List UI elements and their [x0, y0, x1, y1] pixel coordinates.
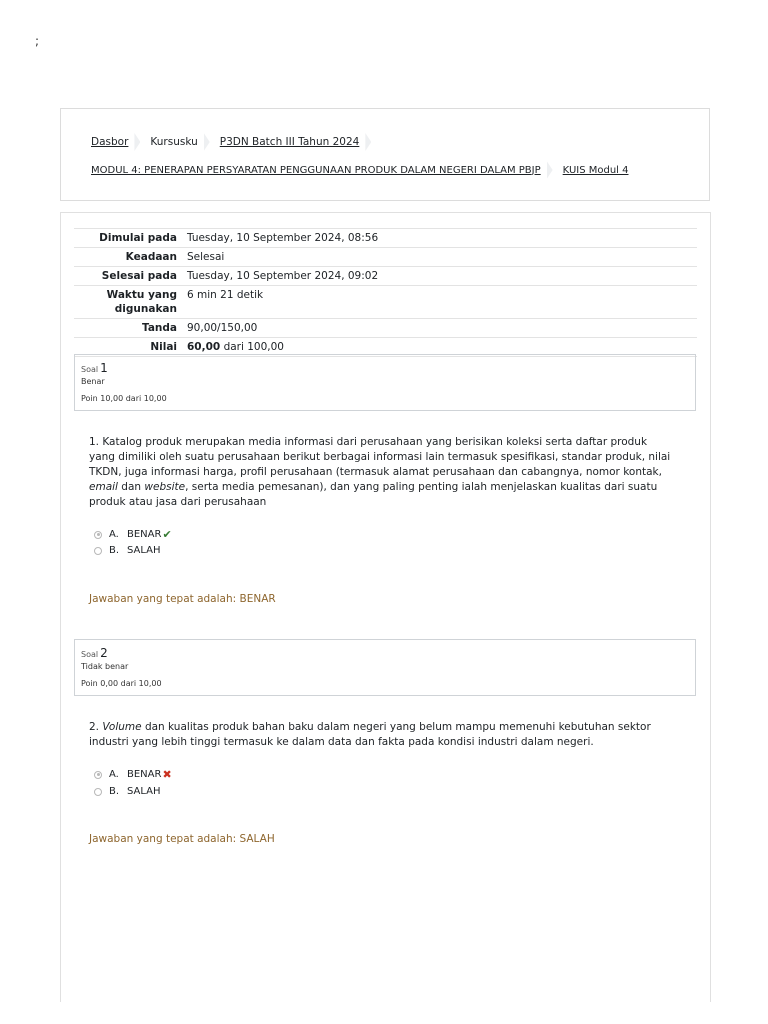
quiz-review	[60, 212, 711, 1002]
answer-letter: A.	[109, 769, 119, 780]
summary-label: Dimulai pada	[99, 232, 177, 244]
incorrect-cross-icon: ✖	[162, 768, 172, 781]
answer-letter: B.	[109, 545, 120, 556]
stray-semicolon: ;	[35, 34, 40, 48]
soal-label: Soal	[81, 650, 99, 659]
question-text-1	[89, 435, 674, 510]
qtext-part: , serta media pemesanan), dan yang paling penting ialah menjelaskan kualitas dari suatu produk atau jasa dari perusahaan	[89, 481, 658, 508]
attempt-summary-table	[74, 228, 697, 357]
breadcrumb-course[interactable]: P3DN Batch III Tahun 2024	[219, 136, 360, 148]
question-text-2	[89, 720, 674, 750]
correct-check-icon: ✔	[162, 528, 172, 541]
answer-letter: A.	[109, 529, 119, 540]
summary-value: 6 min 21 detik	[187, 289, 264, 301]
qtext-part: 2.	[89, 721, 103, 733]
breadcrumb-row-2	[91, 161, 629, 179]
question-number	[81, 361, 108, 375]
summary-row	[74, 229, 697, 248]
summary-value: Selesai	[187, 251, 225, 263]
question-number	[81, 646, 108, 660]
summary-value: 90,00/150,00	[187, 322, 258, 334]
summary-row	[74, 319, 697, 338]
radio-button[interactable]	[94, 788, 102, 796]
breadcrumb-dasbor[interactable]: Dasbor	[91, 136, 129, 148]
answer-label: BENAR	[127, 769, 162, 780]
answer-option-2a[interactable]	[94, 768, 172, 781]
answer-label: BENAR	[127, 529, 162, 540]
breadcrumb-quiz[interactable]: KUIS Modul 4	[562, 164, 629, 176]
qtext-italic: website	[144, 481, 186, 493]
qtext-part: 1. Katalog produk merupakan media informasi dari perusahaan yang berisikan koleksi serta daftar produk yang dimiliki oleh suatu perusahaan berikut berbagai informasi lain termasuk spesifikasi, standar produk, nilai TKDN, juga informasi harga, profil perusahaan (termasuk alamat perusahaan dan cabangnya, nomor kontak,	[89, 436, 671, 478]
breadcrumb-kursusku: Kursusku	[150, 136, 198, 148]
summary-label: Tanda	[142, 322, 177, 334]
right-answer-feedback-1: Jawaban yang tepat adalah: BENAR	[89, 593, 276, 605]
summary-label: Waktu yang digunakan	[106, 289, 177, 315]
summary-row	[74, 286, 697, 319]
soal-number: 1	[100, 361, 108, 375]
question-state: Benar	[81, 377, 105, 386]
breadcrumb-separator	[134, 133, 140, 151]
breadcrumb	[60, 108, 710, 201]
answer-label: SALAH	[127, 786, 161, 797]
grade-suffix: dari 100,00	[223, 341, 284, 353]
question-grade: Poin 10,00 dari 10,00	[81, 394, 167, 403]
soal-number: 2	[100, 646, 108, 660]
summary-label: Nilai	[150, 341, 177, 353]
right-answer-feedback-2: Jawaban yang tepat adalah: SALAH	[89, 833, 275, 845]
answer-option-1a[interactable]	[94, 528, 172, 541]
qtext-italic: email	[89, 481, 118, 493]
radio-button[interactable]	[94, 771, 102, 779]
breadcrumb-separator	[204, 133, 210, 151]
radio-button[interactable]	[94, 531, 102, 539]
answer-option-2b[interactable]	[94, 786, 161, 797]
summary-value: Tuesday, 10 September 2024, 09:02	[187, 270, 379, 282]
question-info-2	[74, 639, 696, 696]
radio-button[interactable]	[94, 547, 102, 555]
breadcrumb-separator	[547, 161, 553, 179]
summary-label: Keadaan	[125, 251, 177, 263]
qtext-italic: Volume	[102, 721, 142, 733]
question-state: Tidak benar	[81, 662, 129, 671]
answer-label: SALAH	[127, 545, 161, 556]
breadcrumb-separator	[365, 133, 371, 151]
question-info-1	[74, 354, 696, 411]
summary-row	[74, 267, 697, 286]
answer-letter: B.	[109, 786, 120, 797]
summary-value: Tuesday, 10 September 2024, 08:56	[187, 232, 379, 244]
breadcrumb-row-1	[91, 133, 381, 151]
question-grade: Poin 0,00 dari 10,00	[81, 679, 162, 688]
breadcrumb-module[interactable]: MODUL 4: PENERAPAN PERSYARATAN PENGGUNAAN PRODUK DALAM NEGERI DALAM PBJP	[91, 164, 541, 176]
qtext-part: dan	[117, 481, 145, 493]
qtext-part: dan kualitas produk bahan baku dalam negeri yang belum mampu memenuhi kebutuhan sektor industri yang lebih tinggi termasuk ke dalam data dan fakta pada kondisi industri dalam negeri.	[89, 721, 651, 748]
answer-option-1b[interactable]	[94, 545, 161, 556]
summary-row	[74, 248, 697, 267]
summary-label: Selesai pada	[101, 270, 177, 282]
grade-value: 60,00	[187, 341, 221, 353]
soal-label: Soal	[81, 365, 99, 374]
